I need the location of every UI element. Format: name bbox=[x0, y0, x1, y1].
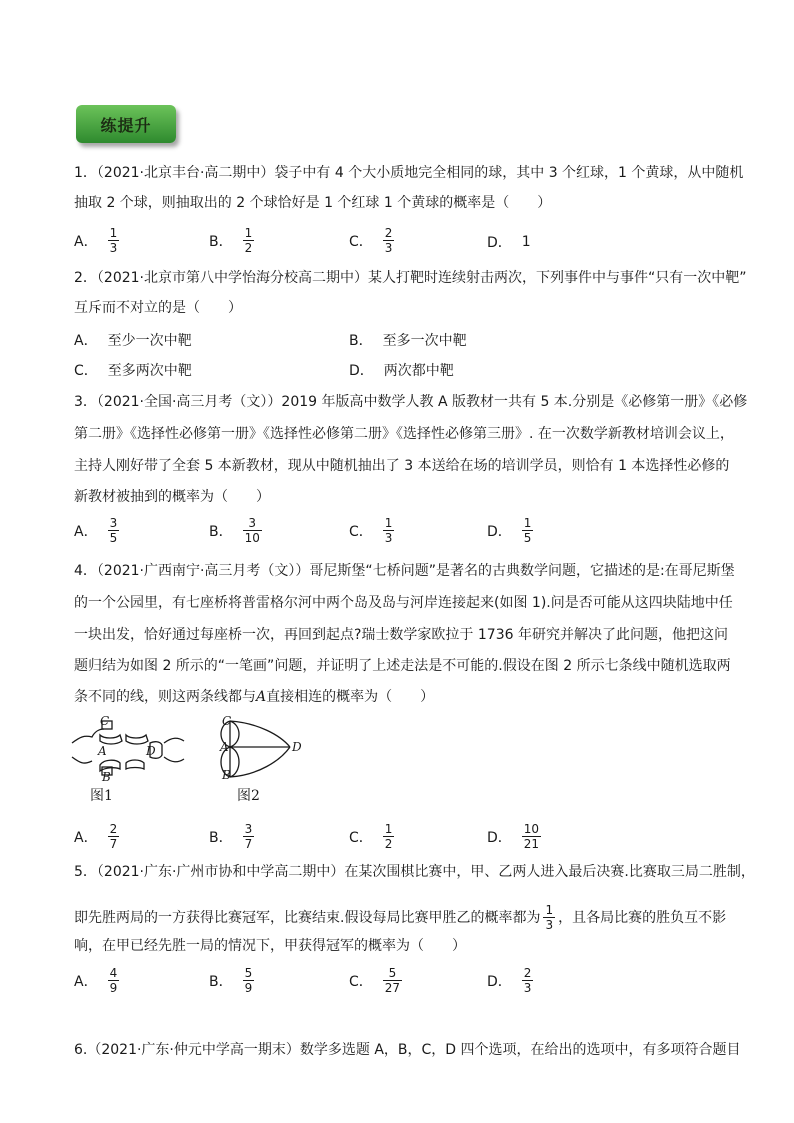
bridge-c-left bbox=[100, 735, 122, 744]
fraction: $\frac{2}{3}$ bbox=[523, 966, 532, 995]
fraction: $\frac{3}{5}$ bbox=[109, 516, 118, 545]
fraction: $\frac{1}{3}$ bbox=[545, 903, 554, 932]
fraction: $\frac{5}{27}$ bbox=[384, 966, 401, 995]
option-label: B． bbox=[209, 829, 233, 846]
fraction: $\frac{10}{21}$ bbox=[523, 822, 540, 851]
q3-option-d bbox=[487, 516, 533, 545]
fig2-label-b: B bbox=[222, 768, 231, 782]
fraction: $\frac{3}{7}$ bbox=[244, 822, 253, 851]
fraction: $\frac{1}{3}$ bbox=[384, 516, 393, 545]
option-label: B． bbox=[209, 523, 233, 540]
q4-option-a bbox=[74, 822, 119, 851]
option-label: A． bbox=[74, 973, 98, 990]
option-label: C． bbox=[349, 523, 373, 540]
q5-text-line2 bbox=[74, 903, 726, 932]
edge-a-b-1 bbox=[230, 747, 239, 777]
q1-text-line2: 抽取 2 个球，则抽取出的 2 个球恰好是 1 个红球 1 个黄球的概率是（ ） bbox=[74, 195, 552, 211]
q1-option-c bbox=[349, 226, 394, 255]
bridge-b-right bbox=[126, 760, 144, 769]
option-text: 至多两次中靶 bbox=[107, 363, 192, 379]
option-label: C． bbox=[349, 973, 373, 990]
q3-text-line4: 新教材被抽到的概率为（ ） bbox=[74, 489, 270, 505]
option-label: A． bbox=[74, 829, 98, 846]
fig2-label-d: D bbox=[292, 740, 302, 754]
option-label: C． bbox=[349, 233, 373, 250]
bridge-c-right bbox=[126, 735, 148, 744]
q3-text-line1: 3．（2021·全国·高三月考（文））2019 年版高中数学人教 A 版教材一共有 5 本.分别是《必修第一册》《必修 bbox=[74, 394, 748, 410]
q4-text-line2: 的一个公园里，有七座桥将普雷格尔河中两个岛及岛与河岸连接起来(如图 1).问是否可能从这四块陆地中任 bbox=[74, 595, 733, 611]
q4-text-line5 bbox=[74, 687, 434, 707]
figure1-bridges bbox=[70, 715, 190, 783]
fig2-label-c: C bbox=[222, 715, 232, 728]
q2-option-b bbox=[349, 330, 467, 350]
option-label: A． bbox=[74, 333, 98, 349]
fig1-label-c: C bbox=[100, 715, 110, 728]
q4-option-d bbox=[487, 822, 541, 851]
text-segment: 条不同的线，则这两条线都与 bbox=[74, 689, 256, 705]
fraction: $\frac{5}{9}$ bbox=[244, 966, 253, 995]
option-label: A． bbox=[74, 233, 98, 250]
q5-text-line1: 5．（2021·广东·广州市协和中学高二期中）在某次围棋比赛中，甲、乙两人进入最后决赛.比赛取三局二胜制， bbox=[74, 864, 755, 880]
q3-text-line2: 第二册》《选择性必修第一册》《选择性必修第二册》《选择性必修第三册》. 在一次数学新教材培训会议上， bbox=[74, 426, 734, 442]
q3-option-c bbox=[349, 516, 394, 545]
text-segment: ，且各局比赛的胜负互不影 bbox=[558, 909, 727, 926]
text-segment: 直接相连的概率为（ ） bbox=[266, 689, 435, 705]
q6-text-line1: 6.（2021·广东·仲元中学高一期末）数学多选题 A，B，C，D 四个选项，在给出的选项中，有多项符合题目 bbox=[74, 1042, 741, 1058]
q5-text-line3: 响，在甲已经先胜一局的情况下，甲获得冠军的概率为（ ） bbox=[74, 938, 466, 954]
q4-text-line3: 一块出发，恰好通过每座桥一次，再回到起点?瑞士数学家欧拉于 1736 年研究并解决了此问题，他把这问 bbox=[74, 627, 728, 643]
q5-option-b bbox=[209, 966, 254, 995]
option-label: D． bbox=[487, 523, 512, 540]
fig2-label-a: A bbox=[220, 740, 229, 754]
riverbank-upper-left bbox=[72, 729, 104, 743]
option-label: D． bbox=[487, 973, 512, 990]
q3-option-b bbox=[209, 516, 262, 545]
option-label: A． bbox=[74, 523, 98, 540]
fraction: $\frac{3}{10}$ bbox=[244, 516, 260, 545]
fig1-label-a: A bbox=[98, 744, 107, 758]
q2-text-line1: 2．（2021·北京市第八中学怡海分校高二期中）某人打靶时连续射击两次，下列事件中与事件“只有一次中靶” bbox=[74, 270, 747, 286]
option-label: B． bbox=[349, 333, 373, 349]
q2-option-d bbox=[349, 360, 454, 380]
q4-option-b bbox=[209, 822, 254, 851]
q3-option-a bbox=[74, 516, 119, 545]
q1-option-d bbox=[487, 232, 531, 252]
option-label: C． bbox=[349, 829, 373, 846]
q2-option-a bbox=[74, 330, 192, 350]
option-text: 至多一次中靶 bbox=[382, 333, 467, 349]
edge-c-a-1 bbox=[230, 721, 239, 747]
figure1-caption: 图1 bbox=[90, 788, 113, 804]
q2-option-c bbox=[74, 360, 192, 380]
option-text: 两次都中靶 bbox=[383, 363, 454, 379]
q1-text-line1: 1．（2021·北京丰台·高二期中）袋子中有 4 个大小质地完全相同的球，其中 3 个红球，1 个黄球，从中随机 bbox=[74, 165, 744, 181]
q4-text-line4: 题归结为如图 2 所示的“一笔画”问题，并证明了上述走法是不可能的.假设在图 2 所示七条线中随机选取两 bbox=[74, 658, 731, 674]
text-segment: 即先胜两局的一方获得比赛冠军，比赛结束.假设每局比赛甲胜乙的概率都为 bbox=[74, 909, 541, 926]
riverbank-lower-right bbox=[164, 757, 184, 762]
fraction: $\frac{2}{7}$ bbox=[109, 822, 118, 851]
q5-option-a bbox=[74, 966, 119, 995]
option-label: C． bbox=[74, 363, 98, 379]
variable-a: A bbox=[256, 689, 267, 705]
fraction: $\frac{1}{3}$ bbox=[109, 226, 118, 255]
fraction: $\frac{4}{9}$ bbox=[109, 966, 118, 995]
option-text: 1 bbox=[521, 234, 531, 250]
q1-option-a bbox=[74, 226, 119, 255]
option-text: 至少一次中靶 bbox=[107, 333, 192, 349]
riverbank-upper-right bbox=[164, 738, 184, 743]
q5-option-c bbox=[349, 966, 402, 995]
fraction: $\frac{2}{3}$ bbox=[384, 226, 393, 255]
fraction: $\frac{1}{2}$ bbox=[244, 226, 253, 255]
q4-option-c bbox=[349, 822, 394, 851]
riverbank-lower-left bbox=[72, 757, 92, 763]
option-label: D． bbox=[487, 829, 512, 846]
fraction: $\frac{1}{5}$ bbox=[523, 516, 532, 545]
q1-option-b bbox=[209, 226, 254, 255]
fraction: $\frac{1}{2}$ bbox=[384, 822, 393, 851]
option-label: D． bbox=[487, 235, 512, 251]
option-label: D． bbox=[349, 363, 374, 379]
q4-text-line1: 4．（2021·广西南宁·高三月考（文））哥尼斯堡“七桥问题”是著名的古典数学问题，它描述的是:在哥尼斯堡 bbox=[74, 563, 735, 579]
figure2-caption: 图2 bbox=[237, 788, 260, 804]
option-label: B． bbox=[209, 233, 233, 250]
q3-text-line3: 主持人刚好带了全套 5 本新教材，现从中随机抽出了 3 本送给在场的培训学员，则恰有 1 本选择性必修的 bbox=[74, 458, 730, 474]
option-label: B． bbox=[209, 973, 233, 990]
fig1-label-b: B bbox=[102, 770, 111, 783]
q2-text-line2: 互斥而不对立的是（ ） bbox=[74, 300, 242, 316]
fig1-label-d: D bbox=[146, 744, 156, 758]
q5-option-d bbox=[487, 966, 533, 995]
figure2-graph bbox=[218, 715, 308, 783]
section-badge: 练提升 bbox=[76, 105, 176, 143]
